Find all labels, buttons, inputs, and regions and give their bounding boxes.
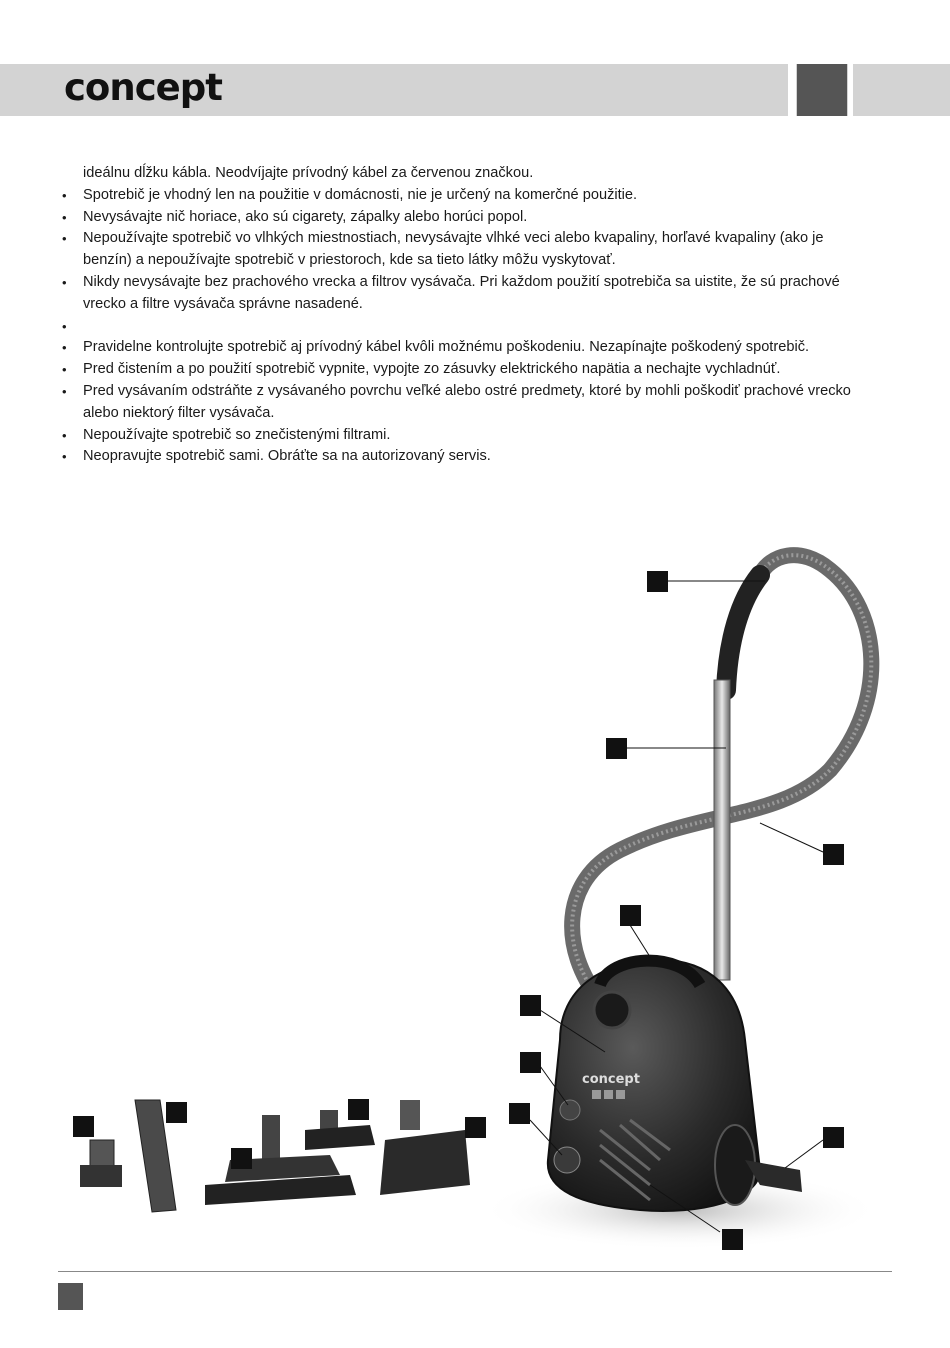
- indicator-icon: [616, 1090, 625, 1099]
- callout-marker: [520, 995, 541, 1016]
- hose-port: [594, 992, 630, 1028]
- bullet-item: • Nepoužívajte spotrebič so znečistenými filtrami.: [60, 425, 886, 447]
- bullet-item: • Neopravujte spotrebič sami. Obráťte sa na autorizovaný servis.: [60, 446, 886, 468]
- bullet-item: [60, 316, 886, 338]
- bullet-item: • Nepoužívajte spotrebič vo vlhkých miestnostiach, nevysávajte vlhké veci alebo kvapaliny, horľavé kvapaliny (ako je: [60, 228, 886, 250]
- bullet-continuation: alebo niektorý filter vysávača.: [83, 404, 275, 421]
- bullet-item: • Pred vysávaním odstráňte z vysávaného povrchu veľké alebo ostré predmety, ktoré by mohli poškodiť prachové vrecko: [60, 381, 886, 403]
- bullet-list: [60, 185, 886, 468]
- continuation-line: ideálnu dĺžku kábla. Neodvíjajte prívodný kábel za červenou značkou.: [83, 165, 534, 181]
- dusting-brush: [80, 1140, 122, 1187]
- header-separator: [848, 64, 853, 116]
- callout-marker: [647, 571, 668, 592]
- header-page-marker: [797, 64, 847, 116]
- callout-marker: [231, 1148, 252, 1169]
- bullet-item: • Nevysávajte nič horiace, ako sú cigarety, zápalky alebo horúci popol.: [60, 207, 886, 229]
- footer-page-marker: [58, 1283, 83, 1310]
- bullet-continuation: vrecko a filtre vysávača správne nasadené.: [83, 295, 363, 312]
- hose-handle: [726, 575, 760, 690]
- brand-logo: concept: [64, 66, 222, 109]
- callout-marker: [722, 1229, 743, 1250]
- callout-marker: [823, 844, 844, 865]
- bullet-item: • Pred čistením a po použití spotrebič vypnite, vypojte zo zásuvky elektrického napätia a nechajte vychladnúť.: [60, 359, 886, 381]
- bullet-item: • Nikdy nevysávajte bez prachového vrecka a filtrov vysávača. Pri každom použití spotrebiča sa uistite, že sú prachové: [60, 272, 886, 294]
- callout-marker: [606, 738, 627, 759]
- telescopic-tube: [714, 680, 730, 980]
- bullet-item: • Spotrebič je vhodný len na použitie v domácnosti, nie je určený na komerčné použitie.: [60, 185, 886, 207]
- footer-rule: [58, 1271, 892, 1272]
- indicator-icon: [604, 1090, 613, 1099]
- bullet-continuation: benzín) a nepoužívajte spotrebič v priestoroch, kde sa tieto látky môžu vyskytovať.: [83, 252, 616, 269]
- body-logo: concept: [582, 1072, 640, 1087]
- callout-marker: [520, 1052, 541, 1073]
- vacuum-illustration: [0, 520, 950, 1260]
- bullet-item: • Pravidelne kontrolujte spotrebič aj prívodný kábel kvôli možnému poškodeniu. Nezapínajte poškodený spotrebič.: [60, 337, 886, 359]
- callout-marker: [509, 1103, 530, 1124]
- callout-marker: [465, 1117, 486, 1138]
- callout-marker: [348, 1099, 369, 1120]
- power-button: [560, 1100, 580, 1120]
- callout-marker: [166, 1102, 187, 1123]
- indicator-icon: [592, 1090, 601, 1099]
- turbo-brush: [380, 1100, 470, 1195]
- callout-marker: [620, 905, 641, 926]
- safety-instructions: [60, 163, 886, 468]
- callout-marker: [73, 1116, 94, 1137]
- header-separator: [788, 64, 796, 116]
- callout-marker: [823, 1127, 844, 1148]
